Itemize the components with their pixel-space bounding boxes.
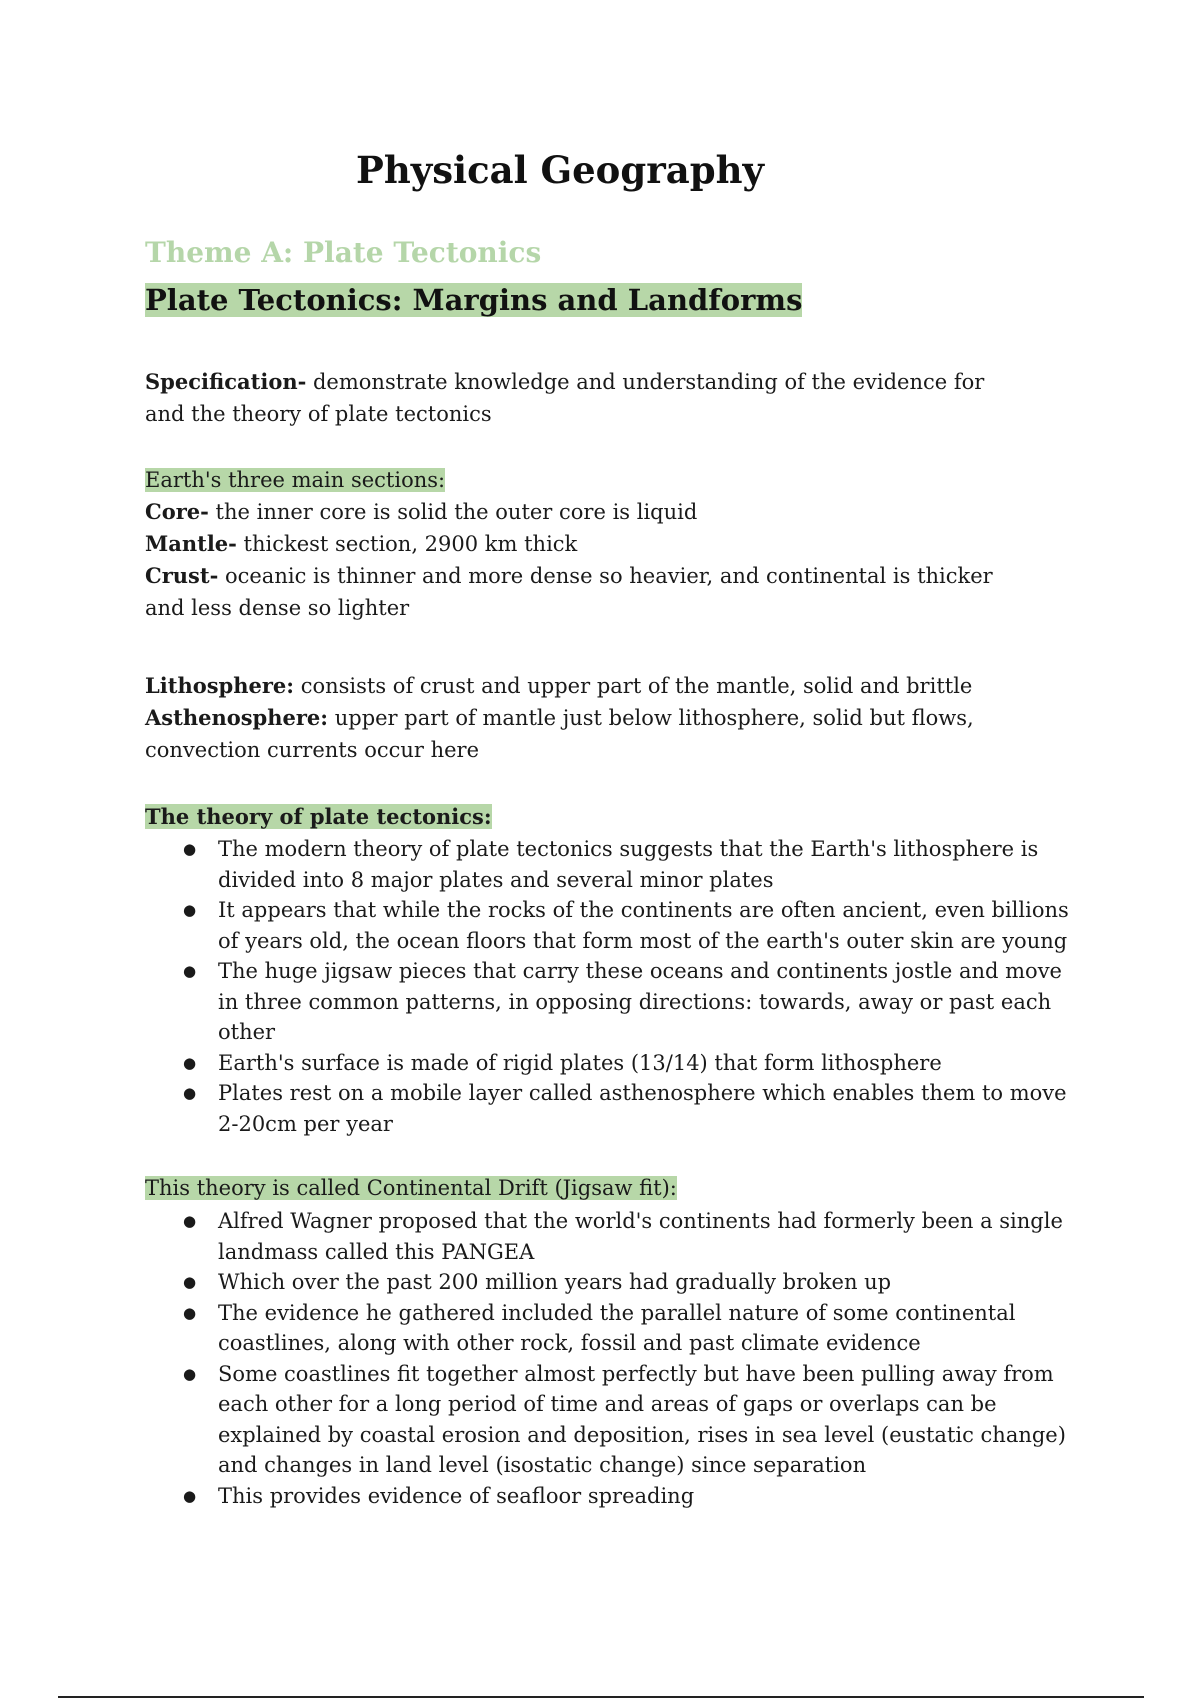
list-item: ● This provides evidence of seafloor spreading <box>145 1481 1075 1512</box>
specification-text-1: demonstrate knowledge and understanding of the evidence for <box>306 370 985 394</box>
asthenosphere-text-1: upper part of mantle just below lithosphere, solid but flows, <box>328 706 974 730</box>
section-heading-text: Plate Tectonics: Margins and Landforms <box>145 283 803 317</box>
asthenosphere-line-1 <box>145 702 1075 734</box>
crust-line-1 <box>145 560 1075 592</box>
page-title: Physical Geography <box>356 148 764 192</box>
list-item: ● Alfred Wagner proposed that the world's continents had formerly been a single landmass called this PANGEA <box>145 1206 1075 1267</box>
earth-sections-block <box>145 464 1075 624</box>
crust-text-1: oceanic is thinner and more dense so heavier, and continental is thicker <box>218 564 993 588</box>
mantle-label: Mantle- <box>145 531 237 556</box>
theory-heading: The theory of plate tectonics: <box>145 804 492 829</box>
asthenosphere-label: Asthenosphere: <box>145 705 329 730</box>
list-item: ● Some coastlines fit together almost perfectly but have been pulling away from each other for a long period of time and areas of gaps or overlaps can be explained by coastal erosion and deposition, rises in sea level (eustatic change) and changes in land level (isostatic change) since separation <box>145 1359 1075 1481</box>
lithosphere-line <box>145 670 1075 702</box>
drift-bullet-list <box>145 1206 1075 1511</box>
theory-bullet-list <box>145 834 1075 1139</box>
specification-line-2: and the theory of plate tectonics <box>145 402 492 426</box>
core-label: Core- <box>145 499 209 524</box>
theory-heading-row <box>145 801 1075 833</box>
earth-sections-heading: Earth's three main sections: <box>145 468 446 492</box>
list-item: ● It appears that while the rocks of the continents are often ancient, even billions of years old, the ocean floors that form most of the earth's outer skin are young <box>145 895 1075 956</box>
lithosphere-text: consists of crust and upper part of the mantle, solid and brittle <box>294 674 973 698</box>
crust-line-2: and less dense so lighter <box>145 596 410 620</box>
lithosphere-label: Lithosphere: <box>145 673 295 698</box>
theme-heading: Theme A: Plate Tectonics <box>145 236 542 269</box>
list-item: ● Which over the past 200 million years had gradually broken up <box>145 1267 1075 1298</box>
mantle-line <box>145 528 1075 560</box>
list-item: ● The modern theory of plate tectonics suggests that the Earth's lithosphere is divided into 8 major plates and several minor plates <box>145 834 1075 895</box>
earth-sections-heading-row <box>145 464 1075 496</box>
asthenosphere-line-2: convection currents occur here <box>145 738 480 762</box>
core-text: the inner core is solid the outer core is liquid <box>208 500 698 524</box>
list-item: ● Plates rest on a mobile layer called asthenosphere which enables them to move 2-20cm per year <box>145 1078 1075 1139</box>
specification-label: Specification- <box>145 369 307 394</box>
list-item: ● Earth's surface is made of rigid plates (13/14) that form lithosphere <box>145 1048 1075 1079</box>
layers-block <box>145 670 1075 766</box>
drift-heading-row <box>145 1172 1075 1204</box>
core-line <box>145 496 1075 528</box>
specification-line-1 <box>145 366 1075 398</box>
footer-divider <box>58 1696 1144 1698</box>
mantle-text: thickest section, 2900 km thick <box>236 532 578 556</box>
crust-label: Crust- <box>145 563 219 588</box>
specification-paragraph <box>145 366 1075 430</box>
list-item: ● The evidence he gathered included the parallel nature of some continental coastlines, along with other rock, fossil and past climate evidence <box>145 1298 1075 1359</box>
list-item: ● The huge jigsaw pieces that carry these oceans and continents jostle and move in three common patterns, in opposing directions: towards, away or past each other <box>145 956 1075 1048</box>
section-heading <box>145 283 802 317</box>
drift-heading: This theory is called Continental Drift (Jigsaw fit): <box>145 1176 677 1200</box>
